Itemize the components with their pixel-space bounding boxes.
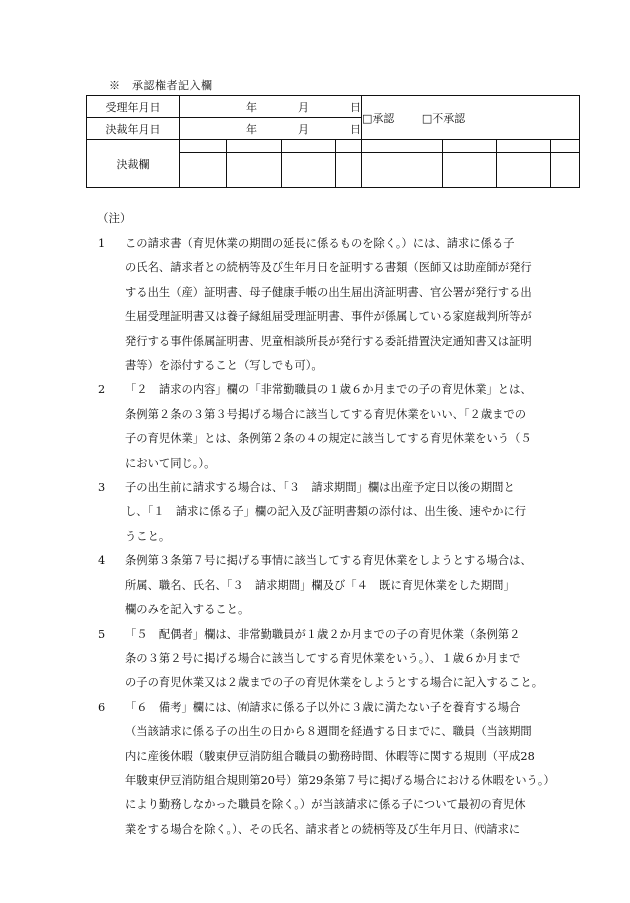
- notes-title: （注）: [97, 211, 132, 225]
- note-line: の子の育児休業又は２歳までの子の育児休業をしようとする場合に記入すること。: [125, 676, 543, 690]
- note-number: 5: [98, 627, 106, 641]
- decision-seal-header: [335, 140, 361, 153]
- decision-seal-header: [551, 140, 580, 153]
- note-item: [98, 232, 578, 378]
- note-number: 6: [98, 700, 106, 714]
- note-line: において同じ。）。: [125, 456, 216, 470]
- decision-seal-box[interactable]: [443, 153, 497, 188]
- decision-seal-box[interactable]: [335, 153, 361, 188]
- note-line: の氏名、請求者との続柄等及び生年月日を証明する書類（医師又は助産師が発行: [125, 261, 532, 275]
- note-line: 欄のみを記入すること。: [125, 603, 250, 617]
- note-line: 「６ 備考」欄には、㈲請求に係る子以外に３歳に満たない子を養育する場合: [125, 700, 521, 714]
- note-line: 「２ 請求の内容」欄の「非常勤職員の１歳６か月までの子の育児休業」とは、: [125, 383, 532, 397]
- note-line: 業をする場合を除く。）、その氏名、請求者との続柄等及び生年月日、㈹請求に: [125, 822, 521, 836]
- note-item: [98, 696, 578, 842]
- decision-seal-box[interactable]: [362, 153, 443, 188]
- note-line: 子の出生前に請求する場合は、「３ 請求期間」欄は出産予定日以後の期間と: [125, 481, 515, 495]
- note-line: 生届受理証明書又は養子縁組届受理証明書、事件が係属している家庭裁判所等が: [125, 310, 532, 324]
- note-line: し、「１ 請求に係る子」欄の記入及び証明書類の添付は、出生後、速やかに行: [125, 505, 527, 519]
- approval-table: [86, 95, 580, 188]
- note-line: 年駿東伊豆消防組合規則第20号）第29条第７号に掲げる場合における休暇をいう。）: [125, 773, 555, 787]
- note-number: 3: [98, 481, 106, 495]
- approval-choice: [362, 96, 580, 140]
- approve-checkbox[interactable]: □承認: [362, 111, 395, 125]
- decision-seal-header: [281, 140, 335, 153]
- decision-seal-box[interactable]: [551, 153, 580, 188]
- note-text: [125, 549, 578, 622]
- note-item: [98, 623, 578, 696]
- note-line: （当該請求に係る子の出生の日から８週間を経過する日までに、職員（当該期間: [125, 725, 532, 739]
- note-text: [125, 696, 578, 842]
- note-line: 条の３第２号に掲げる場合に該当してする育児休業をいう。）、１歳６か月まで: [125, 651, 521, 665]
- year-unit: 年: [246, 122, 257, 136]
- notes-list: [98, 232, 578, 842]
- note-line: により勤務しなかった職員を除く。）が当該請求に係る子について最初の育児休: [125, 798, 526, 812]
- note-line: 発行する事件係属証明書、児童相談所長が発行する委託措置決定通知書又は証明: [125, 334, 532, 348]
- reject-checkbox[interactable]: □不承認: [421, 111, 466, 125]
- decision-date-field[interactable]: [180, 118, 362, 140]
- note-line: 書等）を添付すること（写しでも可）。: [125, 359, 323, 373]
- note-item: [98, 378, 578, 476]
- decision-box-label: 決裁欄: [87, 140, 180, 188]
- decision-date-label: 決裁年月日: [87, 118, 180, 140]
- decision-seal-header: [227, 140, 281, 153]
- note-number: 2: [98, 383, 106, 397]
- decision-seal-box[interactable]: [497, 153, 551, 188]
- decision-seal-box[interactable]: [281, 153, 335, 188]
- note-line: する出生（産）証明書、母子健康手帳の出生届出済証明書、官公署が発行する出: [125, 285, 532, 299]
- note-item: [98, 549, 578, 622]
- note-line: 条例第３条第７号に掲げる事情に該当してする育児休業をしようとする場合は、: [125, 554, 532, 568]
- note-text: [125, 378, 578, 476]
- month-unit: 月: [298, 100, 309, 114]
- approver-section-heading: ※ 承認権者記入欄: [109, 79, 213, 92]
- decision-seal-header: [497, 140, 551, 153]
- note-line: 内に産後休暇（駿東伊豆消防組合職員の勤務時間、休暇等に関する規則（平成28: [125, 749, 535, 763]
- note-text: [125, 623, 578, 696]
- receipt-date-field[interactable]: [180, 96, 362, 118]
- note-line: 子の育児休業」とは、条例第２条の４の規定に該当してする育児休業をいう（５: [125, 432, 532, 446]
- note-line: 所属、職名、氏名、「３ 請求期間」欄及び「４ 既に育児休業をした期間」: [125, 578, 515, 592]
- decision-seal-box[interactable]: [227, 153, 281, 188]
- note-line: うこと。: [125, 529, 171, 543]
- day-unit: 日: [350, 100, 361, 114]
- month-unit: 月: [298, 122, 309, 136]
- decision-seal-header: [443, 140, 497, 153]
- note-text: [125, 476, 578, 549]
- day-unit: 日: [350, 122, 361, 136]
- note-line: この請求書（育児休業の期間の延長に係るものを除く。）には、請求に係る子: [125, 237, 515, 250]
- note-line: 「５ 配偶者」欄は、非常勤職員が１歳２か月までの子の育児休業（条例第２: [125, 627, 521, 641]
- note-item: [98, 476, 578, 549]
- note-line: 条例第２条の３第３号掲げる場合に該当してする育児休業をいい、「２歳までの: [125, 407, 527, 421]
- decision-seal-box[interactable]: [180, 153, 227, 188]
- year-unit: 年: [246, 100, 257, 114]
- note-number: 4: [98, 554, 106, 568]
- note-text: [125, 232, 578, 378]
- decision-seal-header: [180, 140, 227, 153]
- decision-seal-header: [362, 140, 443, 153]
- receipt-date-label: 受理年月日: [87, 96, 180, 118]
- note-number: 1: [98, 237, 106, 250]
